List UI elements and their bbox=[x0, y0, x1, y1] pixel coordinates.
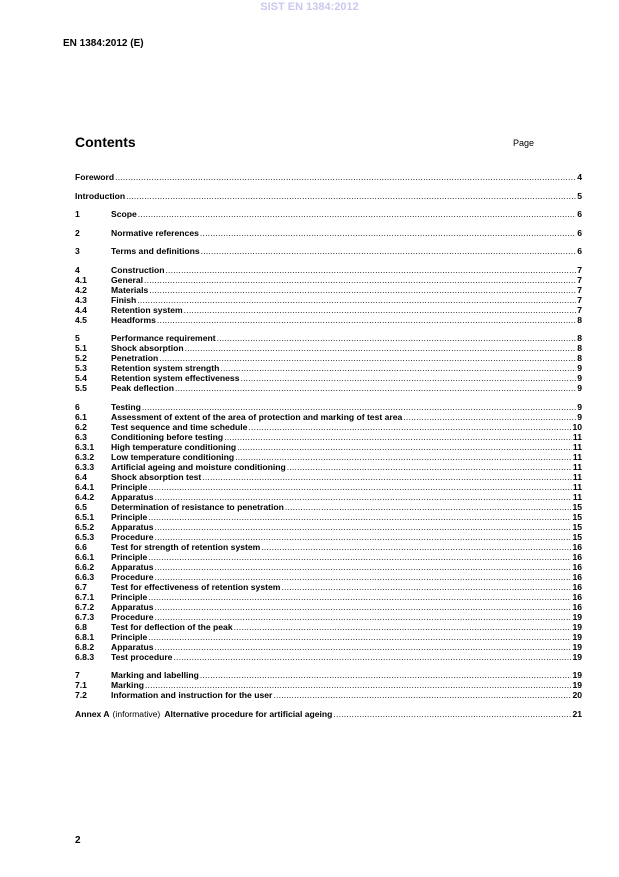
annex-title: Alternative procedure for artificial ageing bbox=[164, 708, 333, 719]
toc-entry[interactable] bbox=[75, 275, 582, 285]
toc-entry-title: Apparatus bbox=[111, 521, 154, 532]
toc-entry-number: 6.3 bbox=[75, 431, 87, 442]
dot-leader bbox=[333, 709, 571, 719]
toc-entry-title: Principle bbox=[111, 511, 148, 522]
toc-entry[interactable] bbox=[75, 452, 582, 462]
toc-entry[interactable] bbox=[75, 353, 582, 363]
table-of-contents bbox=[75, 172, 582, 719]
toc-entry-title: Test sequence and time schedule bbox=[111, 421, 248, 432]
dot-leader bbox=[155, 562, 572, 572]
toc-entry-title: Apparatus bbox=[111, 561, 154, 572]
toc-entry-number: 6 bbox=[75, 401, 80, 412]
toc-entry-page: 19 bbox=[572, 670, 582, 680]
dot-leader bbox=[200, 670, 572, 680]
toc-entry-page: 15 bbox=[572, 501, 582, 512]
toc-entry-number: 6.6.3 bbox=[75, 571, 95, 582]
toc-entry-page: 15 bbox=[572, 511, 582, 522]
annex-type: (informative) bbox=[112, 708, 161, 719]
toc-entry[interactable] bbox=[75, 582, 582, 592]
dot-leader bbox=[184, 305, 577, 315]
toc-entry[interactable] bbox=[75, 363, 582, 373]
dot-leader bbox=[175, 383, 576, 393]
dot-leader bbox=[217, 333, 577, 343]
toc-entry[interactable] bbox=[75, 285, 582, 295]
toc-entry-page: 6 bbox=[577, 209, 582, 219]
dot-leader bbox=[224, 432, 572, 442]
toc-entry[interactable] bbox=[75, 602, 582, 612]
toc-entry-page: 4 bbox=[577, 172, 582, 182]
toc-entry-page: 8 bbox=[577, 353, 582, 363]
dot-leader bbox=[155, 492, 572, 502]
toc-entry-title: Apparatus bbox=[111, 491, 154, 502]
dot-leader bbox=[148, 632, 571, 642]
toc-entry-page: 11 bbox=[572, 471, 582, 482]
toc-entry[interactable] bbox=[75, 552, 582, 562]
toc-entry-page: 9 bbox=[577, 363, 582, 373]
toc-entry-title: Procedure bbox=[111, 531, 154, 542]
toc-entry-title: Foreword bbox=[75, 172, 115, 182]
dot-leader bbox=[149, 285, 576, 295]
toc-entry-page: 7 bbox=[577, 264, 582, 275]
toc-entry-title: Principle bbox=[111, 551, 148, 562]
dot-leader bbox=[240, 373, 576, 383]
toc-entry-title: Procedure bbox=[111, 611, 154, 622]
toc-entry-title: General bbox=[111, 274, 144, 285]
toc-entry-number: 7.2 bbox=[75, 690, 87, 700]
dot-leader bbox=[201, 246, 577, 256]
toc-entry-title: Assessment of extent of the area of protection and marking of test area bbox=[111, 411, 403, 422]
toc-entry-number: 6.7.2 bbox=[75, 601, 95, 612]
toc-entry-page: 16 bbox=[572, 591, 582, 602]
toc-entry-number: 5.4 bbox=[75, 373, 87, 383]
toc-entry-page: 8 bbox=[577, 333, 582, 343]
toc-entry[interactable] bbox=[75, 512, 582, 522]
toc-entry[interactable] bbox=[75, 632, 582, 642]
toc-entry-title: Test for effectiveness of retention system bbox=[111, 581, 281, 592]
toc-entry-title: Shock absorption test bbox=[111, 471, 202, 482]
toc-entry-page: 16 bbox=[572, 571, 582, 582]
toc-entry-title: Information and instruction for the user bbox=[111, 690, 273, 700]
toc-entry[interactable] bbox=[75, 612, 582, 622]
dot-leader bbox=[285, 502, 572, 512]
dot-leader bbox=[220, 363, 576, 373]
dot-leader bbox=[261, 542, 571, 552]
dot-leader bbox=[165, 265, 576, 275]
toc-entry-title: Retention system effectiveness bbox=[111, 373, 240, 383]
toc-entry-number: 6.8 bbox=[75, 621, 87, 632]
toc-entry-number: 5.5 bbox=[75, 383, 87, 393]
toc-entry[interactable] bbox=[75, 652, 582, 662]
dot-leader bbox=[148, 552, 571, 562]
toc-entry-title: Retention system strength bbox=[111, 363, 220, 373]
toc-entry-title: Low temperature conditioning bbox=[111, 451, 235, 462]
toc-entry[interactable] bbox=[75, 592, 582, 602]
dot-leader bbox=[155, 642, 572, 652]
toc-entry-title: Scope bbox=[111, 209, 137, 219]
contents-heading: Contents bbox=[75, 134, 136, 150]
toc-entry-page: 9 bbox=[577, 383, 582, 393]
toc-entry-title: Retention system bbox=[111, 304, 183, 315]
toc-entry-page: 11 bbox=[572, 441, 582, 452]
toc-entry-title: Test procedure bbox=[111, 651, 173, 662]
toc-entry-number: 6.7.3 bbox=[75, 611, 95, 622]
toc-entry-title: Marking bbox=[111, 680, 144, 690]
dot-leader bbox=[126, 191, 576, 201]
dot-leader bbox=[148, 482, 572, 492]
toc-entry[interactable] bbox=[75, 572, 582, 582]
toc-entry[interactable] bbox=[75, 172, 582, 182]
toc-entry-number: 6.4.2 bbox=[75, 491, 95, 502]
dot-leader bbox=[148, 592, 571, 602]
toc-entry-page: 8 bbox=[577, 343, 582, 353]
toc-entry-number: 4.4 bbox=[75, 304, 87, 315]
toc-entry[interactable] bbox=[75, 412, 582, 422]
toc-entry[interactable] bbox=[75, 690, 582, 700]
toc-entry-page: 20 bbox=[572, 690, 582, 700]
toc-entry-number: 6.3.2 bbox=[75, 451, 95, 462]
toc-entry-title: Principle bbox=[111, 631, 148, 642]
toc-entry-page: 16 bbox=[572, 541, 582, 552]
toc-entry-page: 19 bbox=[572, 680, 582, 690]
dot-leader bbox=[157, 315, 576, 325]
toc-entry[interactable] bbox=[75, 532, 582, 542]
toc-entry[interactable] bbox=[75, 542, 582, 552]
toc-entry[interactable] bbox=[75, 670, 582, 680]
toc-entry[interactable] bbox=[75, 432, 582, 442]
toc-entry[interactable] bbox=[75, 492, 582, 502]
dot-leader bbox=[287, 462, 572, 472]
toc-entry-page: 11 bbox=[572, 451, 582, 462]
toc-entry-number: 3 bbox=[75, 246, 80, 256]
toc-entry-page: 16 bbox=[572, 561, 582, 572]
dot-leader bbox=[235, 452, 572, 462]
toc-entry-number: 5.2 bbox=[75, 353, 87, 363]
dot-leader bbox=[273, 690, 571, 700]
dot-leader bbox=[155, 602, 572, 612]
toc-entry-number: 6.5 bbox=[75, 501, 87, 512]
toc-entry-page: 7 bbox=[577, 304, 582, 315]
toc-entry[interactable] bbox=[75, 402, 582, 412]
toc-entry-page: 19 bbox=[572, 631, 582, 642]
toc-entry-page: 11 bbox=[572, 461, 582, 472]
toc-entry-title: Construction bbox=[111, 264, 165, 275]
toc-entry-title: Normative references bbox=[111, 227, 199, 238]
toc-entry[interactable] bbox=[75, 472, 582, 482]
dot-leader bbox=[155, 522, 572, 532]
toc-entry[interactable] bbox=[75, 482, 582, 492]
dot-leader bbox=[173, 652, 571, 662]
dot-leader bbox=[155, 612, 572, 622]
dot-leader bbox=[159, 353, 576, 363]
toc-entry-page: 16 bbox=[572, 551, 582, 562]
toc-entry-title: Conditioning before testing bbox=[111, 431, 224, 442]
dot-leader bbox=[148, 512, 571, 522]
toc-entry[interactable] bbox=[75, 680, 582, 690]
toc-entry-title: Apparatus bbox=[111, 641, 154, 652]
toc-entry-page: 8 bbox=[577, 314, 582, 325]
toc-entry[interactable] bbox=[75, 343, 582, 353]
toc-entry-page: 15 bbox=[572, 521, 582, 532]
toc-entry[interactable] bbox=[75, 522, 582, 532]
toc-entry-number: 6.1 bbox=[75, 411, 87, 422]
toc-entry-title: Principle bbox=[111, 481, 148, 492]
toc-entry-page: 16 bbox=[572, 581, 582, 592]
toc-entry-page: 19 bbox=[572, 621, 582, 632]
toc-entry-number: 6.8.2 bbox=[75, 641, 95, 652]
toc-entry[interactable] bbox=[75, 246, 582, 256]
toc-entry-title: Test for deflection of the peak bbox=[111, 621, 233, 632]
toc-entry[interactable] bbox=[75, 422, 582, 432]
toc-entry[interactable] bbox=[75, 191, 582, 201]
toc-entry[interactable] bbox=[75, 562, 582, 572]
toc-entry-number: 6.6.2 bbox=[75, 561, 95, 572]
toc-entry-title: Shock absorption bbox=[111, 343, 184, 353]
toc-annex-entry[interactable] bbox=[75, 709, 582, 719]
toc-entry[interactable] bbox=[75, 333, 582, 343]
toc-entry[interactable] bbox=[75, 209, 582, 219]
toc-entry-title: Finish bbox=[111, 294, 137, 305]
toc-entry-title: Marking and labelling bbox=[111, 670, 199, 680]
toc-entry-page: 11 bbox=[572, 431, 582, 442]
toc-entry-title: Procedure bbox=[111, 571, 154, 582]
toc-entry[interactable] bbox=[75, 315, 582, 325]
toc-entry-number: 6.6 bbox=[75, 541, 87, 552]
toc-entry-title: Artificial ageing and moisture conditioning bbox=[111, 461, 286, 472]
toc-entry-number: 6.2 bbox=[75, 421, 87, 432]
toc-entry[interactable] bbox=[75, 373, 582, 383]
toc-entry-number: 7.1 bbox=[75, 680, 87, 690]
toc-entry-page: 5 bbox=[577, 190, 582, 201]
toc-entry-title: Peak deflection bbox=[111, 383, 175, 393]
page-column-label: Page bbox=[513, 138, 535, 148]
toc-entry-page: 7 bbox=[577, 294, 582, 305]
dot-leader bbox=[234, 622, 572, 632]
toc-entry[interactable] bbox=[75, 622, 582, 632]
dot-leader bbox=[145, 680, 571, 690]
dot-leader bbox=[144, 275, 576, 285]
toc-entry-title: Testing bbox=[111, 401, 141, 412]
dot-leader bbox=[115, 172, 576, 182]
toc-entry-number: 5.3 bbox=[75, 363, 87, 373]
toc-entry-page: 19 bbox=[572, 641, 582, 652]
toc-entry-title: Materials bbox=[111, 284, 149, 295]
toc-entry-page: 9 bbox=[577, 373, 582, 383]
toc-entry-number: 6.8.1 bbox=[75, 631, 95, 642]
toc-entry-number: 7 bbox=[75, 670, 80, 680]
toc-entry-page: 6 bbox=[577, 227, 582, 238]
dot-leader bbox=[281, 582, 571, 592]
toc-entry-number: 4.3 bbox=[75, 294, 87, 305]
dot-leader bbox=[202, 472, 572, 482]
toc-entry[interactable] bbox=[75, 642, 582, 652]
toc-entry-title: Apparatus bbox=[111, 601, 154, 612]
toc-entry-number: 6.6.1 bbox=[75, 551, 95, 562]
toc-entry-number: 6.4 bbox=[75, 471, 87, 482]
toc-entry-title: Test for strength of retention system bbox=[111, 541, 261, 552]
toc-entry-number: 5.1 bbox=[75, 343, 87, 353]
toc-entry[interactable] bbox=[75, 442, 582, 452]
dot-leader bbox=[155, 572, 572, 582]
toc-entry-title: Introduction bbox=[75, 190, 126, 201]
dot-leader bbox=[403, 412, 576, 422]
toc-entry-number: 6.5.2 bbox=[75, 521, 95, 532]
toc-entry-title: Principle bbox=[111, 591, 148, 602]
toc-entry-number: 6.8.3 bbox=[75, 651, 95, 662]
dot-leader bbox=[142, 402, 576, 412]
toc-entry[interactable] bbox=[75, 295, 582, 305]
dot-leader bbox=[237, 442, 572, 452]
toc-entry-page: 16 bbox=[572, 601, 582, 612]
toc-entry-number: 1 bbox=[75, 209, 80, 219]
toc-entry-number: 4.5 bbox=[75, 314, 87, 325]
dot-leader bbox=[137, 295, 576, 305]
dot-leader bbox=[185, 343, 577, 353]
toc-entry-page: 9 bbox=[577, 401, 582, 412]
toc-entry-title: Terms and definitions bbox=[111, 246, 200, 256]
toc-entry-number: 5 bbox=[75, 333, 80, 343]
toc-entry-title: Penetration bbox=[111, 353, 159, 363]
toc-entry-number: 6.5.1 bbox=[75, 511, 95, 522]
toc-entry-number: 6.5.3 bbox=[75, 531, 95, 542]
dot-leader bbox=[138, 209, 576, 219]
toc-entry[interactable] bbox=[75, 502, 582, 512]
toc-entry-number: 6.3.3 bbox=[75, 461, 95, 472]
toc-entry-page: 9 bbox=[577, 411, 582, 422]
document-id-header: EN 1384:2012 (E) bbox=[63, 38, 144, 49]
toc-entry-page: 19 bbox=[572, 611, 582, 622]
annex-label: Annex A bbox=[75, 708, 110, 719]
toc-entry[interactable] bbox=[75, 305, 582, 315]
toc-entry-title: Performance requirement bbox=[111, 333, 216, 343]
toc-entry-number: 4.2 bbox=[75, 284, 87, 295]
toc-entry-page: 11 bbox=[572, 491, 582, 502]
toc-entry-number: 2 bbox=[75, 227, 80, 238]
toc-entry[interactable] bbox=[75, 383, 582, 393]
toc-entry-number: 4.1 bbox=[75, 274, 87, 285]
toc-entry-number: 6.4.1 bbox=[75, 481, 95, 492]
toc-entry-title: Determination of resistance to penetration bbox=[111, 501, 284, 512]
dot-leader bbox=[200, 228, 576, 238]
toc-entry-number: 6.3.1 bbox=[75, 441, 95, 452]
toc-entry-page: 15 bbox=[572, 531, 582, 542]
toc-entry-page: 11 bbox=[572, 481, 582, 492]
toc-entry-title: High temperature conditioning bbox=[111, 441, 237, 452]
annex-page: 21 bbox=[572, 708, 582, 719]
toc-entry-number: 6.7 bbox=[75, 581, 87, 592]
footer-page-number: 2 bbox=[75, 835, 81, 846]
toc-entry-page: 6 bbox=[577, 246, 582, 256]
dot-leader bbox=[155, 532, 572, 542]
toc-entry[interactable] bbox=[75, 265, 582, 275]
toc-entry-number: 4 bbox=[75, 264, 80, 275]
dot-leader bbox=[248, 422, 571, 432]
toc-entry-page: 19 bbox=[572, 651, 582, 662]
toc-entry[interactable] bbox=[75, 462, 582, 472]
toc-entry-number: 6.7.1 bbox=[75, 591, 95, 602]
watermark: SIST EN 1384:2012 bbox=[260, 1, 359, 13]
toc-entry-page: 7 bbox=[577, 284, 582, 295]
toc-entry-page: 7 bbox=[577, 274, 582, 285]
toc-entry-title: Headforms bbox=[111, 314, 156, 325]
toc-entry-page: 10 bbox=[572, 421, 582, 432]
toc-entry[interactable] bbox=[75, 228, 582, 238]
